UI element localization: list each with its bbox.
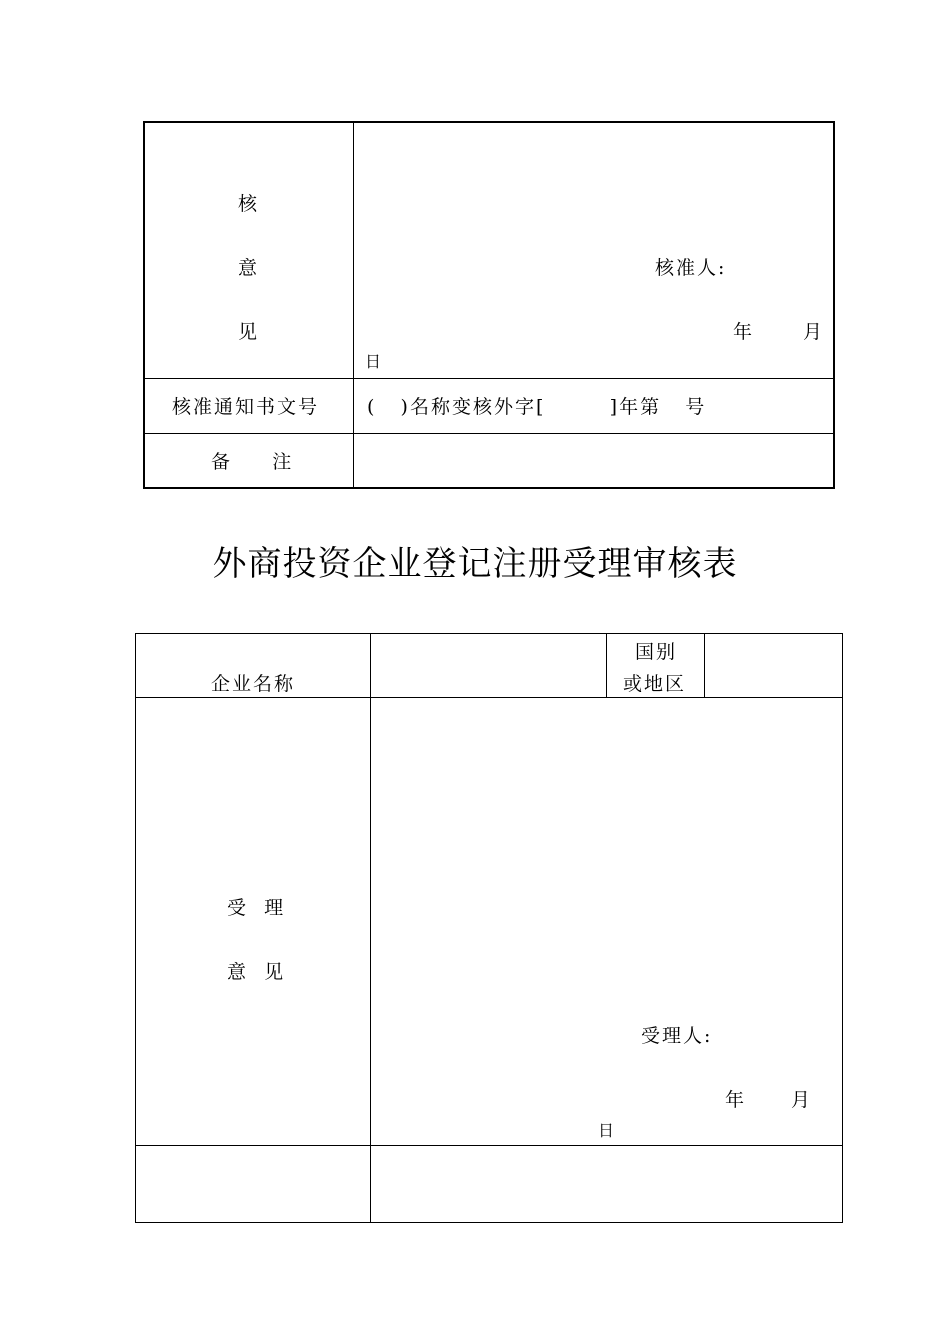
notice-number-value: ( )名称变核外字[ ]年第 号: [367, 396, 707, 418]
approval-table-row-divider-1: [144, 378, 834, 379]
approval-opinion-label-char-2: 意: [238, 257, 260, 279]
approval-month-label: 月: [803, 321, 825, 343]
acceptance-table-border: [135, 633, 843, 1223]
approval-year-label: 年: [733, 321, 755, 343]
approval-opinion-label-char-3: 见: [238, 321, 260, 343]
acceptance-table-row-divider-2: [135, 1145, 843, 1146]
acceptance-opinion-label-line-1: 受 理: [227, 897, 286, 919]
acceptor-label: 受理人:: [641, 1025, 713, 1047]
approval-day-label: 日: [365, 352, 384, 371]
acceptance-opinion-label-line-2: 意 见: [227, 961, 286, 983]
country-cell-left-divider: [606, 633, 607, 697]
approval-opinion-label-char-1: 核: [238, 193, 260, 215]
country-label-line-2: 或地区: [623, 673, 687, 695]
acceptance-month-label: 月: [791, 1089, 813, 1111]
notice-number-label: 核准通知书文号: [172, 396, 320, 418]
company-name-label: 企业名称: [211, 673, 296, 695]
approver-label: 核准人:: [655, 257, 727, 279]
acceptance-year-label: 年: [725, 1089, 747, 1111]
country-cell-right-divider: [704, 633, 705, 697]
acceptance-day-label: 日: [598, 1121, 617, 1140]
acceptance-table-row-divider-1: [135, 697, 843, 698]
remarks-label: 备 注: [211, 451, 294, 473]
acceptance-table-column-divider: [370, 633, 371, 1223]
country-label-line-1: 国别: [635, 641, 678, 663]
approval-table-row-divider-2: [144, 433, 834, 434]
page-title: 外商投资企业登记注册受理审核表: [212, 544, 738, 584]
